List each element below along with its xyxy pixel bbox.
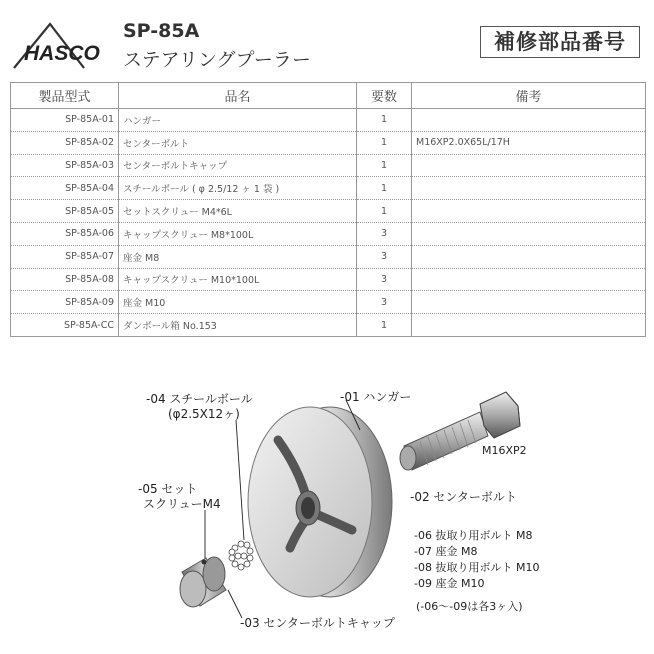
table-row [11,222,646,245]
part-note [412,268,646,291]
part-qty: 3 [357,268,412,291]
part-code: SP-85A-01 [11,109,119,132]
part-name: セットスクリュー M4*6L [119,200,357,223]
part-note [412,314,646,337]
part-name: 座金 M10 [119,291,357,314]
part-name: センターボルト [119,131,357,154]
center-bolt-cap [180,557,226,607]
table-row [11,291,646,314]
hasco-logo [10,22,118,70]
label-quantity-note: (-06～-09は各3ヶ入) [416,600,523,613]
part-qty: 3 [357,245,412,268]
label-thread-spec: M16XP2 [482,444,527,457]
label-hanger: -01 ハンガー [340,390,412,404]
part-name: センターボルトキャップ [119,154,357,177]
part-code: SP-85A-09 [11,291,119,314]
logo-text: HASCO [24,42,100,65]
table-row [11,314,646,337]
document-label: 補修部品番号 [480,26,640,58]
column-header-qty: 要数 [357,83,412,109]
part-qty: 1 [357,177,412,200]
part-note [412,154,646,177]
label-center-bolt: -02 センターボルト [410,490,517,504]
steel-balls [229,541,253,570]
label-steel-ball: -04 スチールボール [146,392,253,406]
product-name: ステアリングプーラー [123,49,311,71]
table-row [11,245,646,268]
part-qty: 3 [357,291,412,314]
part-code: SP-85A-07 [11,245,119,268]
label-steel-ball-spec: (φ2.5X12ヶ) [168,407,240,421]
label-washer-m10: -09 座金 M10 [414,577,485,590]
part-note: M16XP2.0X65L/17H [412,131,646,154]
part-qty: 3 [357,222,412,245]
label-set-screw: -05 セット [138,482,198,496]
part-code: SP-85A-08 [11,268,119,291]
part-note [412,222,646,245]
column-header-model: 製品型式 [11,83,119,109]
table-row [11,177,646,200]
part-qty: 1 [357,109,412,132]
part-name: ダンボール箱 No.153 [119,314,357,337]
label-extraction-bolt-m8: -06 抜取り用ボルト M8 [414,529,533,542]
label-set-screw-spec: スクリューM4 [143,497,221,511]
table-header-row [11,83,646,109]
label-washer-m8: -07 座金 M8 [414,545,478,558]
table-row [11,154,646,177]
part-note [412,177,646,200]
part-name: スチールボール ( φ 2.5/12 ヶ 1 袋 ) [119,177,357,200]
table-row [11,109,646,132]
part-code: SP-85A-06 [11,222,119,245]
part-name: ハンガー [119,109,357,132]
part-name: 座金 M8 [119,245,357,268]
part-code: SP-85A-05 [11,200,119,223]
part-code: SP-85A-04 [11,177,119,200]
hanger-disc [248,407,392,597]
part-code: SP-85A-03 [11,154,119,177]
part-note [412,245,646,268]
part-qty: 1 [357,154,412,177]
part-name: キャップスクリュー M10*100L [119,268,357,291]
part-note [412,291,646,314]
part-qty: 1 [357,314,412,337]
parts-diagram [0,370,654,654]
part-name: キャップスクリュー M8*100L [119,222,357,245]
part-qty: 1 [357,131,412,154]
part-code: SP-85A-02 [11,131,119,154]
center-bolt [400,392,520,470]
part-note [412,109,646,132]
table-row [11,268,646,291]
label-extraction-bolt-m10: -08 抜取り用ボルト M10 [414,561,540,574]
column-header-name: 品名 [119,83,357,109]
model-number: SP-85A [123,20,200,42]
column-header-notes: 備考 [412,83,646,109]
part-note [412,200,646,223]
part-qty: 1 [357,200,412,223]
part-code: SP-85A-CC [11,314,119,337]
table-row [11,200,646,223]
label-center-bolt-cap: -03 センターボルトキャップ [240,616,395,630]
table-row [11,131,646,154]
parts-table [10,82,646,337]
